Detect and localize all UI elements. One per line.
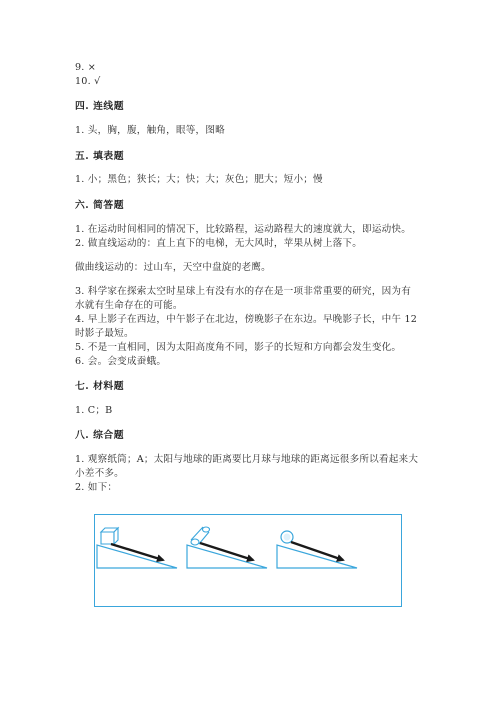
section-6-answer-6: 6. 会。会变成蚕蛾。 [75, 356, 167, 367]
ball-object [281, 531, 293, 543]
ramp-1 [97, 545, 177, 568]
ramp-3-ball [277, 531, 357, 568]
ramp-2 [187, 545, 267, 568]
ramp-1-cube [97, 528, 177, 568]
section-4-answer-1: 1. 头，胸，腹，触角，眼等，图略 [75, 125, 225, 136]
section-6-answer-2: 2. 做直线运动的：直上直下的电梯，无大风时，苹果从树上落下。 [75, 238, 363, 249]
ramp-diagram-figure [94, 514, 402, 607]
section-8-heading: 八. 综合题 [75, 430, 125, 441]
section-6-answer-2-cont: 做曲线运动的：过山车，天空中盘旋的老鹰。 [75, 262, 271, 273]
section-4-heading: 四. 连线题 [75, 101, 125, 112]
section-6-answer-4-cont: 时影子最短。 [75, 328, 134, 339]
ramp-3 [277, 545, 357, 568]
section-8-answer-1-cont: 小差不多。 [75, 468, 124, 479]
section-8-answer-2: 2. 如下： [75, 482, 118, 493]
section-6-answer-5: 5. 不是一直相同，因为太阳高度角不同，影子的长短和方向都会发生变化。 [75, 342, 402, 353]
cube-object [101, 528, 118, 544]
answer-10: 10. √ [75, 76, 101, 87]
section-6-answer-3-cont: 水就有生命存在的可能。 [75, 300, 183, 311]
section-6-answer-4: 4. 早上影子在西边，中午影子在北边，傍晚影子在东边。早晚影子长，中午 12 [75, 314, 418, 325]
ramp-diagram [95, 515, 401, 606]
section-7-heading: 七. 材料题 [75, 381, 125, 392]
section-8-answer-1: 1. 观察纸筒；A；太阳与地球的距离要比月球与地球的距离远很多所以看起来大 [75, 454, 419, 465]
section-5-heading: 五. 填表题 [75, 151, 125, 162]
section-6-answer-3: 3. 科学家在探索太空时星球上有没有水的存在是一项非常重要的研究，因为有 [75, 286, 411, 297]
ramp-2-cylinder [187, 527, 267, 568]
section-6-answer-1: 1. 在运动时间相同的情况下，比较路程，运动路程大的速度就大，即运动快。 [75, 224, 411, 235]
answer-9: 9. × [75, 62, 97, 73]
section-7-answer-1: 1. C；B [75, 405, 113, 416]
section-5-answer-1: 1. 小；黑色；狭长；大；快；大；灰色；肥大；短小；慢 [75, 174, 323, 185]
section-6-heading: 六. 简答题 [75, 200, 125, 211]
motion-arrow-1 [111, 544, 163, 560]
